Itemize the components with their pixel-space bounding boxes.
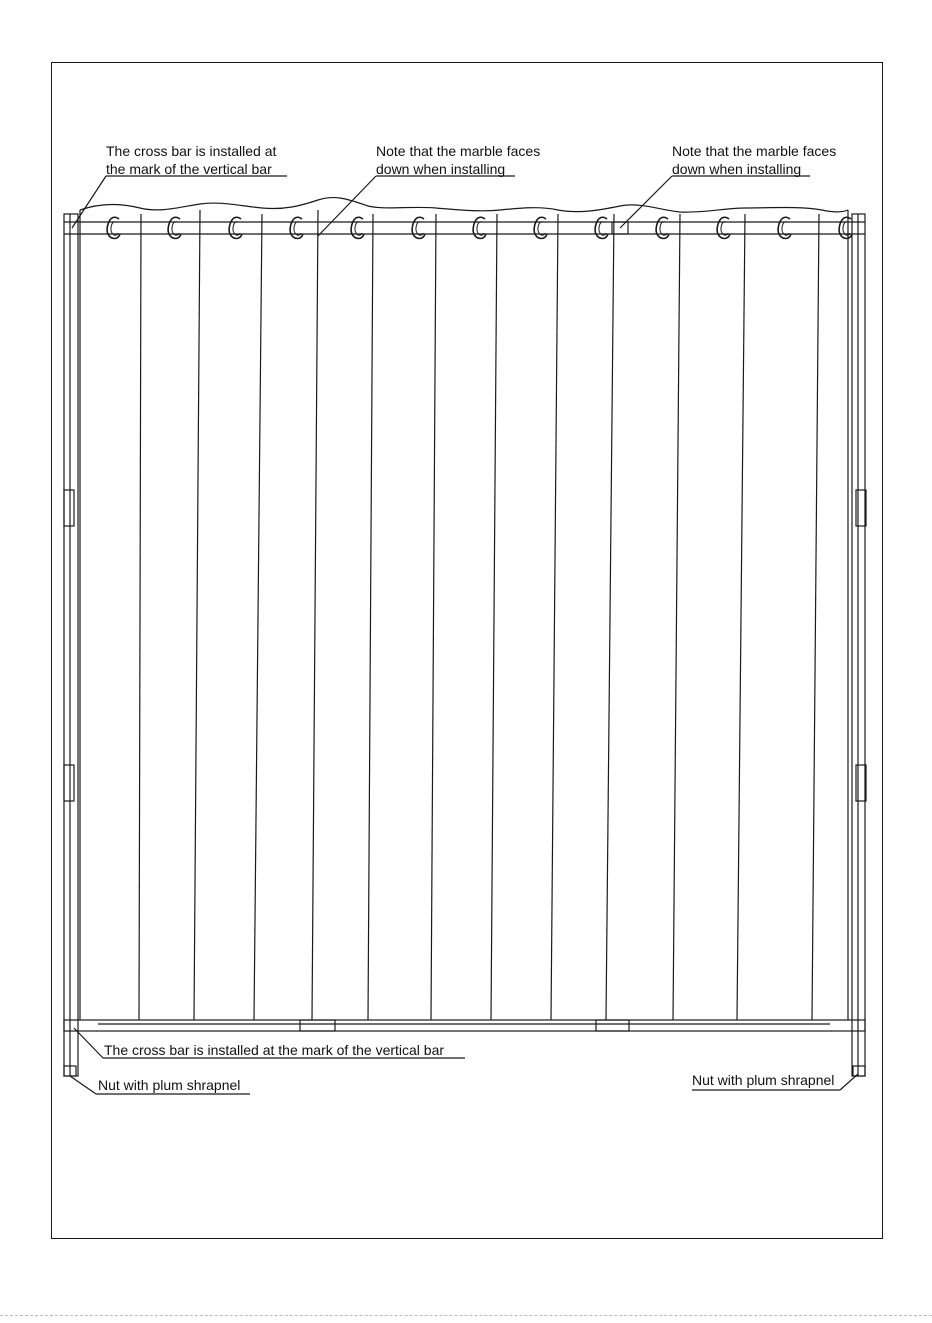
callout-nut-right-text: Nut with plum shrapnel — [692, 1072, 835, 1088]
callout-top-right-line2: down when installing — [672, 161, 802, 177]
bottom-bar-clip-left — [300, 1020, 335, 1031]
callout-top-middle-line1: Note that the marble faces — [376, 143, 541, 159]
c-hook-icon — [656, 217, 669, 238]
bottom-bar-clip-right — [596, 1020, 629, 1031]
c-hook-inner-icon — [294, 222, 301, 236]
c-hook-icon — [778, 217, 791, 238]
left-bracket-upper — [64, 490, 74, 526]
c-hook-icon — [107, 217, 120, 238]
c-hook-icon — [473, 217, 486, 238]
callout-bottom-cross-bar — [104, 1041, 444, 1059]
c-hook-icon — [839, 217, 852, 238]
c-hook-icon — [534, 217, 547, 238]
c-hook-icon — [290, 217, 303, 238]
callout-top-right — [672, 142, 836, 178]
c-hook-inner-icon — [538, 222, 545, 236]
callout-top-middle-line2: down when installing — [376, 161, 506, 177]
c-hook-inner-icon — [721, 222, 728, 236]
callout-nut-right — [692, 1071, 834, 1089]
c-hook-inner-icon — [599, 222, 606, 236]
c-hook-icon — [351, 217, 364, 238]
c-hook-inner-icon — [111, 222, 118, 236]
right-nut — [853, 1066, 865, 1076]
c-hook-inner-icon — [172, 222, 179, 236]
c-hook-inner-icon — [843, 222, 850, 236]
c-hook-inner-icon — [660, 222, 667, 236]
left-vertical-post — [64, 214, 78, 1076]
c-hook-icon — [412, 217, 425, 238]
bottom-cross-bar — [64, 1020, 865, 1031]
curtain-wavy-top — [80, 198, 848, 213]
marble-pendant-lines — [139, 210, 819, 1020]
callout-nut-left-text: Nut with plum shrapnel — [98, 1077, 241, 1093]
c-hook-icon — [595, 217, 608, 238]
left-bracket-lower — [64, 765, 74, 801]
callout-top-left-line2: the mark of the vertical bar — [106, 161, 272, 177]
c-hook-inner-icon — [416, 222, 423, 236]
page-bottom-rule — [0, 1315, 932, 1316]
callout-nut-left — [98, 1076, 240, 1094]
hook-row — [107, 217, 852, 238]
c-hook-inner-icon — [355, 222, 362, 236]
callout-top-left — [106, 142, 276, 178]
c-hook-icon — [168, 217, 181, 238]
c-hook-inner-icon — [233, 222, 240, 236]
c-hook-icon — [717, 217, 730, 238]
c-hook-inner-icon — [477, 222, 484, 236]
c-hook-inner-icon — [782, 222, 789, 236]
callout-top-left-line1: The cross bar is installed at — [106, 143, 277, 159]
leader-top-left — [72, 176, 287, 228]
c-hook-icon — [229, 217, 242, 238]
callout-top-right-line1: Note that the marble faces — [672, 143, 837, 159]
callout-bottom-cross-bar-text: The cross bar is installed at the mark of the vertical bar — [104, 1042, 445, 1058]
callout-top-middle — [376, 142, 540, 178]
